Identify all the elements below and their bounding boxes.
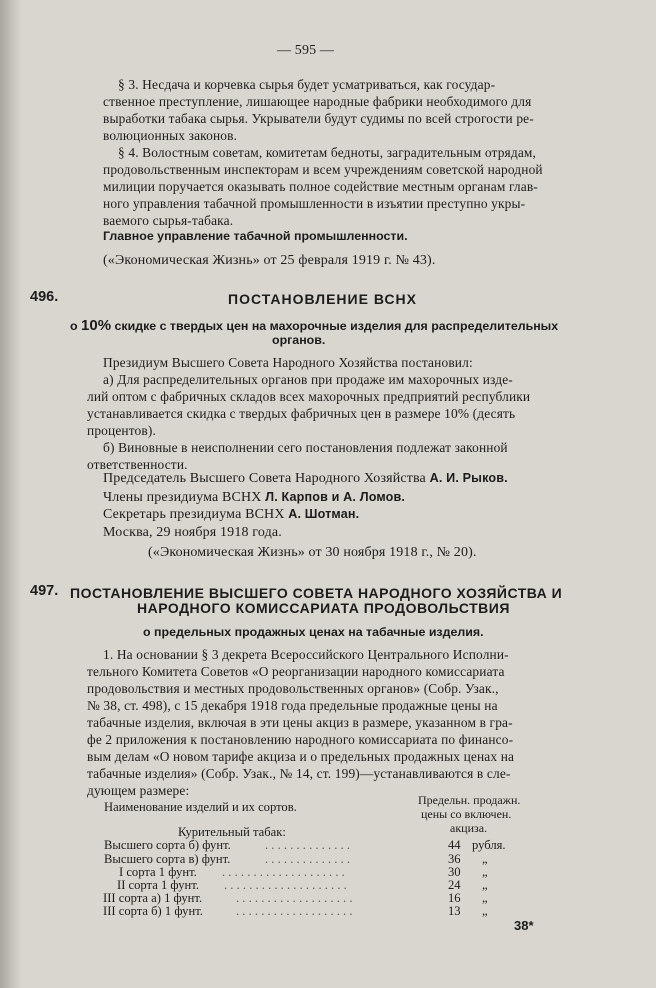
doc-496-subtitle-line2: органов. xyxy=(272,333,326,347)
text-line: б) Виновные в неисполнении сего постановления подлежат законной xyxy=(103,440,508,455)
text-line: ваемого сырья-табака. xyxy=(103,213,234,228)
text-line: милиции поручается оказывать полное содействие местным органам глав- xyxy=(103,179,538,194)
member-name-1: Л. Карпов xyxy=(265,490,328,504)
text-line: лий оптом с фабричных складов всех махорочных предприятий республики xyxy=(87,389,531,404)
row-price: 30 xyxy=(448,865,461,879)
doc-496-secretary xyxy=(103,506,359,523)
secretary-title: Секретарь президиума ВСНХ xyxy=(103,507,289,522)
row-item-name: III сорта б) 1 фунт. xyxy=(103,904,203,918)
subtitle-pre: о xyxy=(70,319,82,333)
subtitle-rest: скидке с твердых цен на махорочные изделия для распределительных xyxy=(111,319,559,333)
text-line: фе 2 приложения к постановлению народного комиссариата по финансо- xyxy=(87,732,514,747)
doc-496-members xyxy=(103,489,405,506)
doc-497-title-line2: НАРОДНОГО КОМИССАРИАТА ПРОДОВОЛЬСТВИЯ xyxy=(137,600,510,616)
intro-source: («Экономическая Жизнь» от 25 февраля 1919 г. № 43). xyxy=(103,253,436,268)
member-name-2: А. Ломов. xyxy=(343,490,406,504)
row-unit: „ xyxy=(482,852,488,866)
row-item-name: Высшего сорта в) фунт. xyxy=(104,852,231,866)
doc-497-number: 497. xyxy=(30,583,59,599)
row-unit: „ xyxy=(482,891,488,905)
row-unit: „ xyxy=(482,865,488,879)
row-leader-dots: . . . . . . . . . . . . . . xyxy=(265,838,351,852)
text-line: ответственности. xyxy=(87,457,188,472)
row-item-name: Высшего сорта б) фунт. xyxy=(104,838,231,852)
row-leader-dots: . . . . . . . . . . . . . . xyxy=(265,852,351,866)
text-line: волюционных законов. xyxy=(103,128,238,143)
chairman-name: А. И. Рыков. xyxy=(429,471,508,485)
members-title: Члены президиума ВСНХ xyxy=(103,490,266,505)
row-item-name: I сорта 1 фунт. xyxy=(119,865,197,879)
table-header-name: Наименование изделий и их сортов. xyxy=(104,800,297,814)
doc-496-source: («Экономическая Жизнь» от 30 ноября 1918 г., № 20). xyxy=(148,545,477,560)
row-price: 24 xyxy=(448,878,461,892)
text-line: 1. На основании § 3 декрета Всероссийского Центрального Исполни- xyxy=(103,647,509,662)
chairman-title: Председатель Высшего Совета Народного Хозяйства xyxy=(103,471,430,486)
intro-signature: Главное управление табачной промышленности. xyxy=(103,229,408,243)
row-unit: рубля. xyxy=(472,838,506,852)
row-price: 16 xyxy=(448,891,461,905)
text-line: ного управления табачной промышленности в изъятии преступно укры- xyxy=(103,196,526,211)
row-unit: „ xyxy=(482,878,488,892)
text-line: вым делам «О новом тарифе акциза и о предельных продажных ценах на xyxy=(87,749,515,764)
row-item-name: II сорта 1 фунт. xyxy=(117,878,199,892)
text-line: тельного Комитета Советов «О реорганизации народного комиссариата xyxy=(87,664,505,679)
text-line: процентов). xyxy=(87,423,156,438)
page-number: — 595 — xyxy=(277,43,335,58)
row-leader-dots: . . . . . . . . . . . . . . . . . . . . xyxy=(222,865,345,879)
row-price: 36 xyxy=(448,852,461,866)
table-group-label: Курительный табак: xyxy=(178,825,286,839)
text-line: § 4. Волостным советам, комитетам бедноты, заградительным отрядам, xyxy=(118,145,537,160)
row-leader-dots: . . . . . . . . . . . . . . . . . . . . xyxy=(224,878,347,892)
text-line: Президиум Высшего Совета Народного Хозяйства постановил: xyxy=(103,355,473,370)
secretary-name: А. Шотман. xyxy=(288,507,360,521)
row-unit: „ xyxy=(482,904,488,918)
text-line: а) Для распределительных органов при продаже им махорочных изде- xyxy=(103,372,513,387)
doc-497-title-line1: ПОСТАНОВЛЕНИЕ ВЫСШЕГО СОВЕТА НАРОДНОГО ХОЗЯЙСТВА И xyxy=(70,585,563,601)
members-and: и xyxy=(327,490,344,504)
doc-497-subtitle: о предельных продажных ценах на табачные изделия. xyxy=(143,625,484,639)
signature-mark: 38* xyxy=(514,918,534,933)
text-line: табачные изделия» (Собр. Узак., № 14, ст. 199)—устанавливаются в сле- xyxy=(87,766,511,781)
row-item-name: III сорта а) 1 фунт. xyxy=(103,891,203,905)
table-header-price-2: цены со включен. xyxy=(421,807,512,821)
doc-496-number: 496. xyxy=(30,289,59,305)
page-edge-shadow xyxy=(0,0,22,988)
text-line: табачные изделия, включая в эти цены акциз в размере, указанном в гра- xyxy=(87,715,513,730)
text-line: продовольствия и местных продовольственных органов» (Собр. Узак., xyxy=(87,681,499,696)
text-line: продовольственным инспекторам и всем учреждениям советской народной xyxy=(103,162,543,177)
doc-496-place-date: Москва, 29 ноября 1918 года. xyxy=(103,525,282,540)
table-header-price-3: акциза. xyxy=(450,821,488,835)
text-line: дующем размере: xyxy=(87,783,190,798)
text-line: § 3. Несдача и корчевка сырья будет усматриваться, как государ- xyxy=(118,77,496,92)
row-price: 44 xyxy=(448,838,461,852)
text-line: выработки табака сырья. Укрыватели будут судимы по всей строгости ре- xyxy=(103,111,534,126)
doc-496-title: ПОСТАНОВЛЕНИЕ ВСНХ xyxy=(228,291,417,307)
subtitle-percent: 10% xyxy=(81,317,112,334)
table-header-price-1: Предельн. продажн. xyxy=(418,793,521,807)
text-line: устанавливается скидка с твердых фабричных цен в размере 10% (десять xyxy=(87,406,516,421)
row-leader-dots: . . . . . . . . . . . . . . . . . . . xyxy=(236,891,353,905)
text-line: ственное преступление, лишающее народные фабрики необходимого для xyxy=(103,94,532,109)
text-line: № 38, ст. 498), с 15 декабря 1918 года предельные продажные цены на xyxy=(87,698,498,713)
row-leader-dots: . . . . . . . . . . . . . . . . . . . xyxy=(236,904,353,918)
doc-496-chairman xyxy=(103,470,508,487)
doc-496-subtitle xyxy=(70,317,558,334)
row-price: 13 xyxy=(448,904,461,918)
